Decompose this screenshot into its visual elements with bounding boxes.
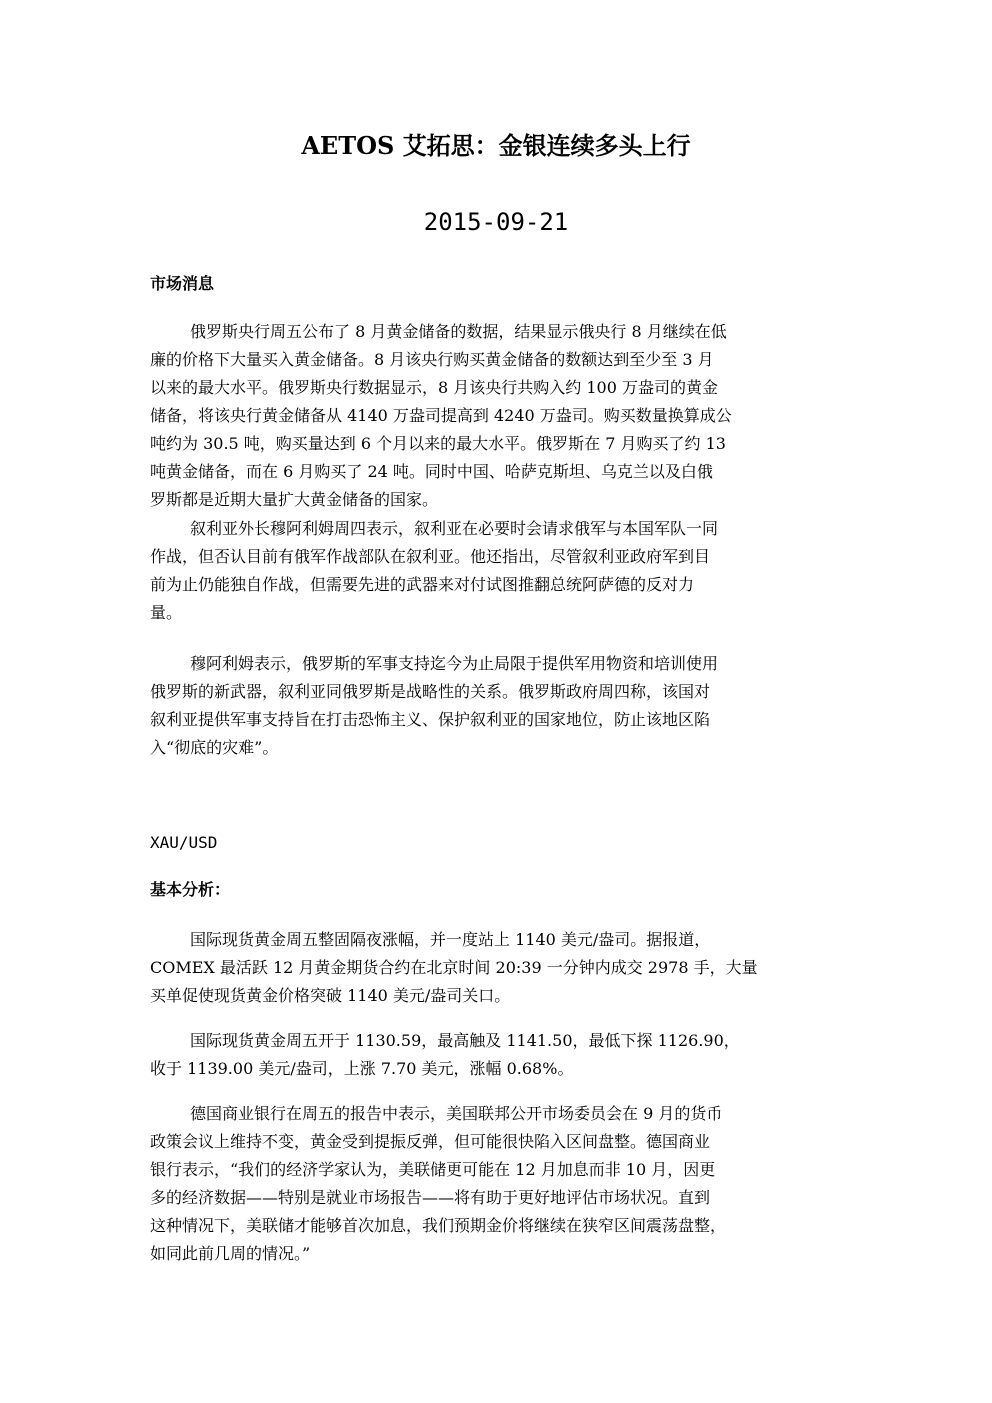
text-line: 俄罗斯的新武器，叙利亚同俄罗斯是战略性的关系。俄罗斯政府周四称，该国对 (150, 682, 711, 701)
text-line: 叙利亚外长穆阿利姆周四表示，叙利亚在必要时会请求俄军与本国军队一同 (190, 519, 719, 538)
section-heading-market-news: 市场消息 (150, 274, 215, 293)
xau-usd-paragraph-1 (150, 926, 840, 1010)
text-line: 吨约为 30.5 吨，购买量达到 6 个月以来的最大水平。俄罗斯在 7 月购买了约 13 (150, 434, 726, 453)
text-line: 政策会议上维持不变，黄金受到提振反弹，但可能很快陷入区间盘整。德国商业 (150, 1132, 711, 1151)
section-heading-xau-usd: XAU/USD (150, 833, 218, 852)
document-date: 2015-09-21 (423, 208, 569, 236)
text-line: 叙利亚提供军事支持旨在打击恐怖主义、保护叙利亚的国家地位，防止该地区陷 (150, 710, 711, 729)
text-line: 银行表示，“我们的经济学家认为，美联储更可能在 12 月加息而非 10 月，因更 (150, 1160, 716, 1179)
xau-usd-paragraph-3 (150, 1100, 840, 1268)
document-title: AETOS 艾拓思：金银连续多头上行 (301, 131, 691, 160)
text-line: 这种情况下，美联储才能够首次加息，我们预期金价将继续在狭窄区间震荡盘整， (150, 1216, 727, 1235)
text-line: 俄罗斯央行周五公布了 8 月黄金储备的数据，结果显示俄央行 8 月继续在低 (190, 322, 727, 341)
text-line: 如同此前几周的情况。” (150, 1244, 311, 1263)
text-line: 穆阿利姆表示，俄罗斯的军事支持迄今为止局限于提供军用物资和培训使用 (190, 654, 719, 673)
text-line: 作战，但否认目前有俄军作战部队在叙利亚。他还指出，尽管叙利亚政府军到目 (150, 547, 711, 566)
text-line: 收于 1139.00 美元/盎司，上涨 7.70 美元，涨幅 0.68%。 (150, 1059, 574, 1078)
text-line: 国际现货黄金周五整固隔夜涨幅，并一度站上 1140 美元/盎司。据报道， (190, 930, 711, 949)
text-line: 买单促使现货黄金价格突破 1140 美元/盎司关口。 (150, 986, 511, 1005)
text-line: 吨黄金储备，而在 6 月购买了 24 吨。同时中国、哈萨克斯坦、乌克兰以及白俄 (150, 462, 713, 481)
text-line: 罗斯都是近期大量扩大黄金储备的国家。 (150, 490, 439, 509)
market-news-paragraph-3 (150, 650, 840, 762)
text-line: 德国商业银行在周五的报告中表示，美国联邦公开市场委员会在 9 月的货币 (190, 1104, 723, 1123)
text-line: 储备，将该央行黄金储备从 4140 万盎司提高到 4240 万盎司。购买数量换算成公 (150, 406, 732, 425)
text-line: 以来的最大水平。俄罗斯央行数据显示，8 月该央行共购入约 100 万盎司的黄金 (150, 378, 718, 397)
text-line: 多的经济数据——特别是就业市场报告——将有助于更好地评估市场状况。直到 (150, 1188, 711, 1207)
text-line: 前为止仍能独自作战，但需要先进的武器来对付试图推翻总统阿萨德的反对力 (150, 575, 695, 594)
market-news-paragraph-2 (150, 515, 840, 627)
text-line: 廉的价格下大量买入黄金储备。8 月该央行购买黄金储备的数额达到至少至 3 月 (150, 350, 714, 369)
text-line: 量。 (150, 603, 183, 622)
text-line: 入“彻底的灾难”。 (150, 738, 279, 757)
text-line: COMEX 最活跃 12 月黄金期货合约在北京时间 20:39 一分钟内成交 2978 手，大量 (150, 958, 758, 977)
text-line: 国际现货黄金周五开于 1130.59，最高触及 1141.50，最低下探 1126.90， (190, 1031, 740, 1050)
xau-usd-paragraph-2 (150, 1027, 840, 1083)
market-news-paragraph-1 (150, 318, 840, 514)
subheading-basic-analysis: 基本分析： (150, 880, 231, 899)
